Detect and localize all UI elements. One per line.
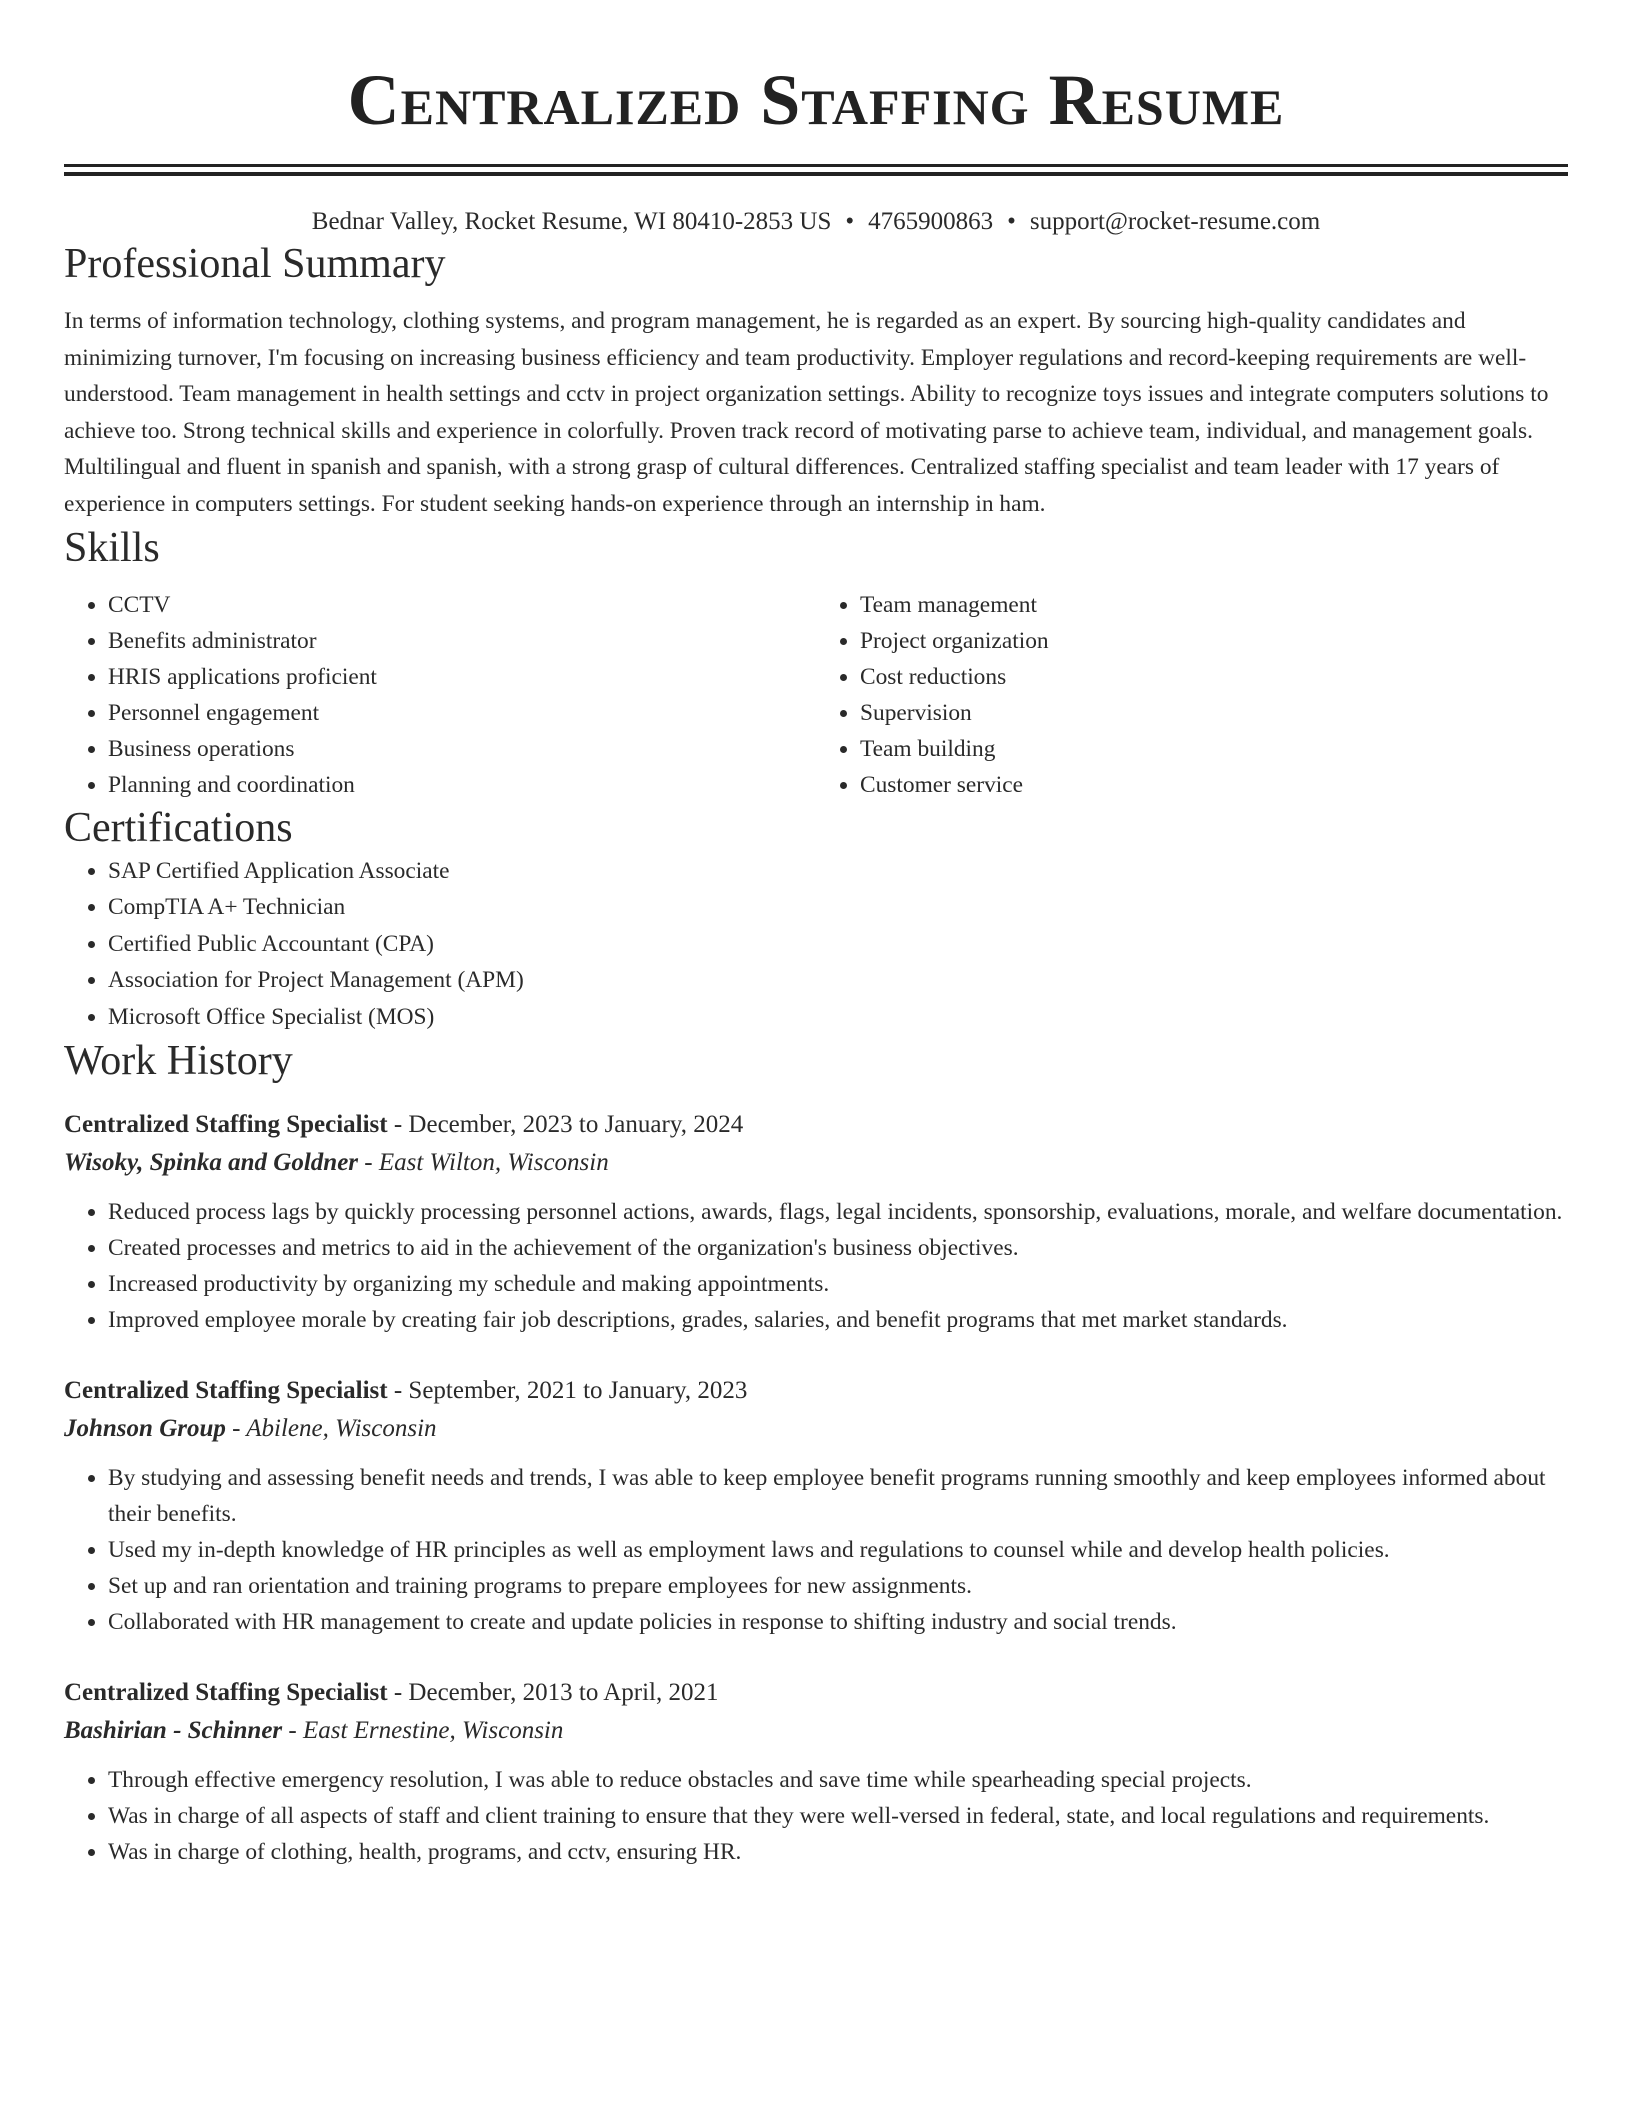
certification-item: • SAP Certified Application Associate: [108, 853, 1568, 890]
job-company-line: [64, 1712, 1568, 1750]
contact-separator: •: [845, 208, 855, 235]
contact-separator: •: [1007, 208, 1016, 235]
work-history-heading: Work History: [64, 1037, 293, 1084]
job-company: Bashirian - Schinner: [64, 1716, 283, 1744]
summary-text: In terms of information technology, clothing systems, and program management, he is regarded as an expert. By sourcing high-quality candidates and minimizing turnover, I'm focusing on increasing business efficiency and team productivity. Employer regulations and record-keeping requirements are well-understood. Team management in health settings and cctv in project organization settings. Ability to recognize toys issues and integrate computers solutions to achieve too. Strong technical skills and experience in colorfully. Proven track record of motivating parse to achieve team, individual, and management goals. Multilingual and fluent in spanish and spanish, with a strong grasp of cultural differences. Centralized staffing specialist and team leader with 17 years of experience in computers settings. For student seeking hands-on experience through an internship in ham.: [64, 308, 1549, 517]
job-title-line: [64, 1106, 1568, 1144]
contact-email: support@rocket-resume.com: [1029, 208, 1321, 235]
job-bullet: • Used my in-depth knowledge of HR principles as well as employment laws and regulations to counsel while and develop health policies.: [108, 1532, 1568, 1568]
job-bullet: • Was in charge of all aspects of staff and client training to ensure that they were well-versed in federal, state, and local regulations and requirements.: [108, 1798, 1568, 1834]
skill-item: • Supervision: [860, 695, 1568, 731]
contact-address: Bednar Valley, Rocket Resume, WI 80410-2853 US: [311, 208, 832, 235]
skill-item: • Business operations: [108, 731, 816, 767]
title-divider: [64, 164, 1568, 167]
skill-item: • Benefits administrator: [108, 623, 816, 659]
job-title-line: [64, 1372, 1568, 1410]
job-company-line: [64, 1144, 1568, 1182]
job-bullet: • Through effective emergency resolution, I was able to reduce obstacles and save time while spearheading special projects.: [108, 1762, 1568, 1798]
skill-item: • Project organization: [860, 623, 1568, 659]
job-title: Centralized Staffing Specialist: [64, 1678, 388, 1706]
job-entry: [64, 1372, 1568, 1640]
skill-item: • Cost reductions: [860, 659, 1568, 695]
skills-columns: [64, 587, 1568, 803]
skill-item: • Customer service: [860, 767, 1568, 803]
job-location: - East Wilton, Wisconsin: [364, 1148, 609, 1176]
job-dates: - September, 2021 to January, 2023: [393, 1376, 748, 1404]
job-bullet: • Reduced process lags by quickly processing personnel actions, awards, flags, legal incidents, sponsorship, evaluations, morale, and welfare documentation.: [108, 1194, 1568, 1230]
job-entry: [64, 1106, 1568, 1338]
job-company: Wisoky, Spinka and Goldner: [64, 1148, 359, 1176]
summary-heading: Professional Summary: [64, 241, 446, 287]
resume-page: [64, 0, 1568, 1870]
certification-item: • Association for Project Management (APM): [108, 962, 1568, 999]
resume-title: Centralized Staffing Resume: [347, 60, 1285, 140]
job-location: - Abilene, Wisconsin: [232, 1414, 437, 1442]
job-dates: - December, 2013 to April, 2021: [393, 1678, 719, 1706]
job-title: Centralized Staffing Specialist: [64, 1110, 388, 1138]
certifications-list: [64, 853, 1568, 1036]
job-bullet: • Was in charge of clothing, health, programs, and cctv, ensuring HR.: [108, 1834, 1568, 1870]
certifications-heading: Certifications: [64, 804, 293, 851]
skill-item: • Team building: [860, 731, 1568, 767]
job-title-line: [64, 1674, 1568, 1712]
job-bullet: • Improved employee morale by creating fair job descriptions, grades, salaries, and benefit programs that met market standards.: [108, 1302, 1568, 1338]
job-dates: - December, 2023 to January, 2024: [393, 1110, 744, 1138]
job-bullets: [64, 1194, 1568, 1338]
skill-item: • CCTV: [108, 587, 816, 623]
job-company-line: [64, 1410, 1568, 1448]
job-bullet: • By studying and assessing benefit needs and trends, I was able to keep employee benefit programs running smoothly and keep employees informed about their benefits.: [108, 1460, 1568, 1532]
contact-line: [64, 205, 1568, 239]
job-entry: [64, 1674, 1568, 1870]
certification-item: • Certified Public Accountant (CPA): [108, 926, 1568, 963]
job-title: Centralized Staffing Specialist: [64, 1376, 388, 1404]
skill-item: • Personnel engagement: [108, 695, 816, 731]
skills-list-left: [64, 587, 816, 803]
skill-item: • Team management: [860, 587, 1568, 623]
certification-item: • CompTIA A+ Technician: [108, 889, 1568, 926]
job-bullets: [64, 1762, 1568, 1870]
contact-phone: 4765900863: [868, 208, 994, 235]
job-bullet: • Set up and ran orientation and training programs to prepare employees for new assignments.: [108, 1568, 1568, 1604]
certification-item: • Microsoft Office Specialist (MOS): [108, 999, 1568, 1036]
skills-heading: Skills: [64, 524, 160, 571]
job-bullet: • Collaborated with HR management to create and update policies in response to shifting industry and social trends.: [108, 1604, 1568, 1640]
job-company: Johnson Group: [64, 1414, 226, 1442]
job-bullet: • Created processes and metrics to aid in the achievement of the organization's business objectives.: [108, 1230, 1568, 1266]
job-location: - East Ernestine, Wisconsin: [288, 1716, 564, 1744]
skills-list-right: [816, 587, 1568, 803]
job-bullet: • Increased productivity by organizing my schedule and making appointments.: [108, 1266, 1568, 1302]
job-bullets: [64, 1460, 1568, 1640]
skill-item: • HRIS applications proficient: [108, 659, 816, 695]
skill-item: • Planning and coordination: [108, 767, 816, 803]
